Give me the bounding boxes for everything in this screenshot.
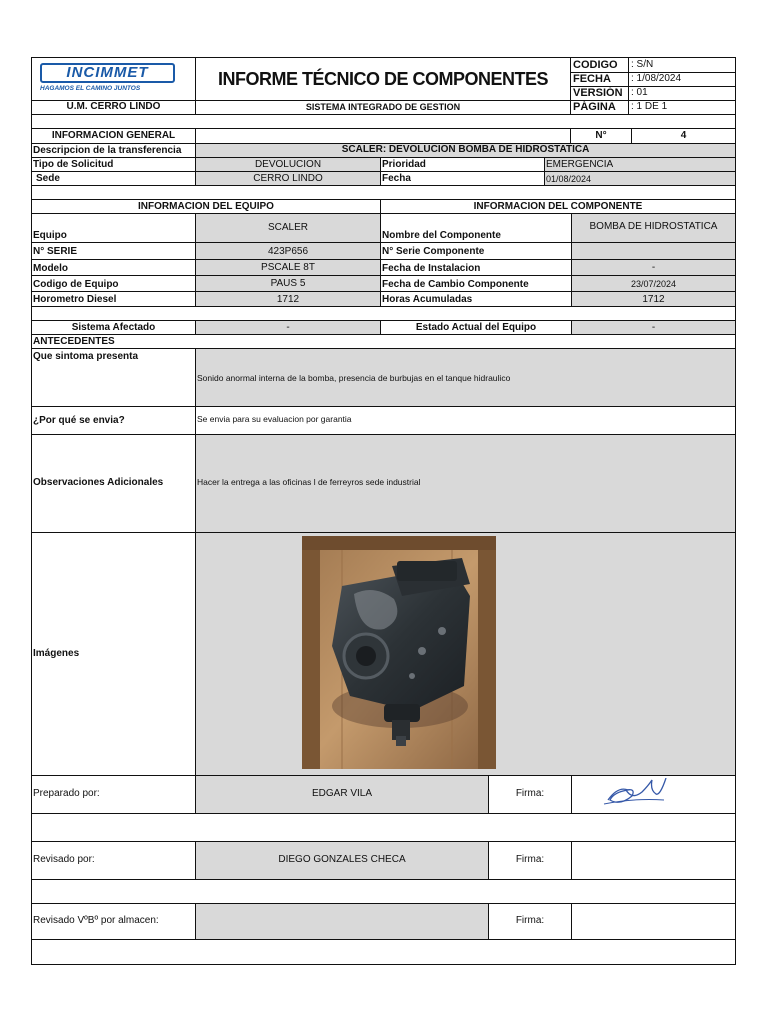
hourmeter-value: 1712 bbox=[276, 294, 300, 305]
affected-value: - bbox=[286, 322, 290, 333]
component-name-value: BOMBA DE HIDROSTATICA bbox=[589, 221, 718, 232]
equipment-label: Equipo bbox=[33, 230, 67, 241]
reviewed-firma-label: Firma: bbox=[515, 854, 545, 865]
warehouse-value-cell bbox=[195, 903, 489, 940]
spacer-row bbox=[31, 306, 736, 321]
site-label: Sede bbox=[36, 173, 60, 184]
component-section-title: INFORMACION DEL COMPONENTE bbox=[473, 201, 643, 212]
date-value: 01/08/2024 bbox=[546, 174, 592, 184]
serial-value: 423P656 bbox=[267, 246, 309, 257]
hourmeter-label: Horometro Diesel bbox=[33, 294, 117, 305]
equipment-section-title: INFORMACION DEL EQUIPO bbox=[138, 201, 274, 212]
images-label: Imágenes bbox=[33, 648, 80, 659]
reason-label: ¿Por qué se envia? bbox=[33, 415, 125, 426]
meta-label-pagina: PÁGINA bbox=[573, 101, 616, 113]
meta-value-version: : 01 bbox=[631, 87, 648, 98]
prepared-label: Preparado por: bbox=[33, 788, 100, 799]
unit-name: U.M. CERRO LINDO bbox=[66, 101, 161, 112]
general-section-title: INFORMACION GENERAL bbox=[51, 130, 176, 141]
transfer-value: SCALER: DEVOLUCION BOMBA DE HIDROSTATICA bbox=[341, 144, 590, 155]
spacer-row bbox=[31, 813, 736, 842]
page-title: INFORME TÉCNICO DE COMPONENTES bbox=[217, 69, 548, 89]
reason-value: Se envia para su evaluacion por garantia bbox=[197, 414, 352, 424]
general-empty-cell bbox=[195, 128, 571, 144]
spacer-row bbox=[31, 185, 736, 200]
site-value: CERRO LINDO bbox=[253, 173, 323, 184]
change-date-label: Fecha de Cambio Componente bbox=[382, 279, 529, 290]
install-date-value: - bbox=[651, 262, 656, 273]
reviewed-signature-cell bbox=[571, 841, 736, 880]
reviewed-value: DIEGO GONZALES CHECA bbox=[278, 854, 406, 865]
date-label: Fecha bbox=[382, 173, 411, 184]
request-type-value: DEVOLUCION bbox=[254, 159, 322, 170]
number-label: N° bbox=[595, 130, 607, 141]
equipment-code-label: Codigo de Equipo bbox=[33, 279, 119, 290]
logo bbox=[40, 63, 175, 83]
reviewed-label: Revisado por: bbox=[33, 854, 95, 865]
meta-value-pagina: : 1 DE 1 bbox=[631, 101, 668, 112]
spacer-row bbox=[31, 939, 736, 965]
logo-slogan: HAGAMOS EL CAMINO JUNTOS bbox=[40, 85, 141, 92]
warehouse-signature-cell bbox=[571, 903, 736, 940]
pump-illustration bbox=[302, 536, 496, 769]
symptom-label: Que sintoma presenta bbox=[33, 351, 139, 362]
equipment-value: SCALER bbox=[267, 222, 308, 233]
logo-cell bbox=[31, 57, 196, 101]
change-date-value: 23/07/2024 bbox=[630, 279, 677, 289]
meta-label-codigo: CODIGO bbox=[573, 59, 618, 71]
number-value: 4 bbox=[680, 130, 687, 141]
meta-label-version: VERSIÓN bbox=[573, 87, 623, 99]
priority-label: Prioridad bbox=[382, 159, 426, 170]
component-name-label: Nombre del Componente bbox=[382, 230, 501, 241]
background-title-cell bbox=[31, 334, 736, 349]
meta-value-fecha: : 1/08/2024 bbox=[631, 73, 682, 84]
component-photo bbox=[302, 536, 496, 769]
meta-value-codigo: : S/N bbox=[631, 59, 654, 70]
meta-label-fecha: FECHA bbox=[573, 73, 611, 85]
notes-value: Hacer la entrega a las oficinas l de ferreyros sede industrial bbox=[197, 477, 421, 487]
install-date-label: Fecha de Instalacion bbox=[382, 263, 481, 274]
affected-label: Sistema Afectado bbox=[71, 322, 156, 333]
warehouse-label: Revisado VºBº por almacen: bbox=[33, 915, 159, 926]
background-section-title: ANTECEDENTES bbox=[33, 336, 115, 347]
state-value: - bbox=[651, 322, 656, 333]
system-name: SISTEMA INTEGRADO DE GESTION bbox=[305, 102, 461, 112]
model-value: PSCALE 8T bbox=[261, 262, 315, 273]
model-label: Modelo bbox=[33, 263, 68, 274]
signature-mark bbox=[600, 778, 672, 810]
prepared-value: EDGAR VILA bbox=[311, 788, 373, 799]
warehouse-firma-label: Firma: bbox=[515, 915, 545, 926]
state-label: Estado Actual del Equipo bbox=[415, 322, 537, 333]
serial-label: N° SERIE bbox=[33, 246, 78, 257]
spacer-row bbox=[31, 114, 736, 129]
component-serial-value-cell bbox=[571, 242, 736, 260]
logo-text: INCIMMET bbox=[66, 64, 149, 81]
component-serial-label: N° Serie Componente bbox=[382, 246, 485, 257]
transfer-label: Descripcion de la transferencia bbox=[33, 145, 182, 156]
priority-value: EMERGENCIA bbox=[546, 159, 614, 170]
equipment-code-value: PAUS 5 bbox=[270, 278, 306, 289]
symptom-value: Sonido anormal interna de la bomba, presencia de burbujas en el tanque hidraulico bbox=[197, 373, 511, 383]
accumulated-hours-value: 1712 bbox=[642, 294, 665, 305]
accumulated-hours-label: Horas Acumuladas bbox=[382, 294, 473, 305]
prepared-firma-label: Firma: bbox=[515, 788, 545, 799]
notes-label: Observaciones Adicionales bbox=[33, 477, 164, 488]
request-type-label: Tipo de Solicitud bbox=[33, 159, 114, 170]
spacer-row bbox=[31, 879, 736, 904]
